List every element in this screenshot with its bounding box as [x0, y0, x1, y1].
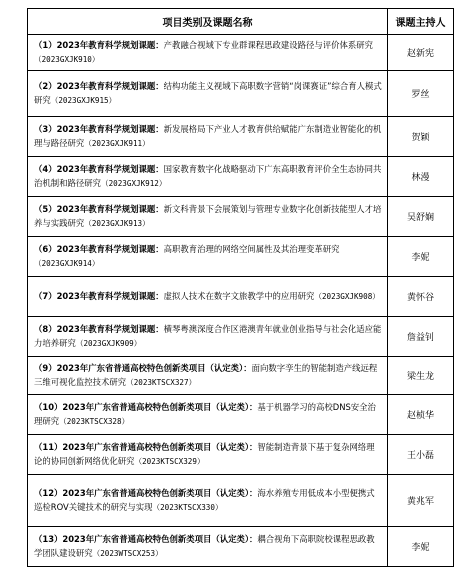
table-row	[28, 357, 454, 395]
project-code: （2023GXJK914）	[34, 259, 100, 268]
host-cell: 黄兆军	[388, 475, 454, 527]
table-row	[28, 527, 454, 567]
project-cell	[28, 395, 388, 435]
project-code: （2023GXJK908）	[314, 292, 380, 301]
host-cell: 贺颖	[388, 117, 454, 157]
project-title: 国家教育数字化战略驱动下广东高职教育评价全生态协同共治机制和路径研究	[34, 164, 382, 188]
host-cell: 詹益钊	[388, 317, 454, 357]
project-cell	[28, 237, 388, 277]
host-cell: 黄怀谷	[388, 277, 454, 317]
project-cell	[28, 435, 388, 475]
project-category: （11）2023年广东省普通高校特色创新类项目（认定类）：	[34, 442, 258, 452]
table-body	[28, 35, 454, 567]
project-category: （12）2023年广东省普通高校特色创新类项目（认定类）：	[34, 488, 258, 498]
project-title: 智能制造背景下基于复杂网络理论的协同创新网络优化研究	[34, 442, 375, 466]
project-code: （2023KTSCX330）	[152, 503, 223, 512]
host-cell: 赵新宪	[388, 35, 454, 71]
project-category: （2）2023年教育科学规划课题：	[34, 81, 164, 91]
host-cell: 李妮	[388, 527, 454, 567]
project-category: （13）2023年广东省普通高校特色创新类项目（认定类）：	[34, 534, 258, 544]
host-cell: 罗丝	[388, 71, 454, 117]
project-category: （7）2023年教育科学规划课题：	[34, 291, 164, 301]
project-title: 基于机器学习的高校DNS安全治理研究	[34, 402, 376, 426]
table-row	[28, 117, 454, 157]
project-title: 高职教育治理的网络空间属性及其治理变革研究	[163, 244, 340, 254]
table-row	[28, 71, 454, 117]
project-table-container	[27, 8, 453, 567]
project-category: （5）2023年教育科学规划课题：	[34, 204, 164, 214]
host-cell: 梁生龙	[388, 357, 454, 395]
project-cell	[28, 357, 388, 395]
project-code: （2023GXJK911）	[84, 139, 150, 148]
project-cell	[28, 197, 388, 237]
project-code: （2023KTSCX329）	[134, 457, 205, 466]
header-project: 项目类别及课题名称	[28, 9, 388, 35]
host-cell: 李妮	[388, 237, 454, 277]
table-row	[28, 317, 454, 357]
project-cell	[28, 475, 388, 527]
header-host: 课题主持人	[388, 9, 454, 35]
project-title: 横琴粤澳深度合作区港澳青年就业创业指导与社会化适应能力培养研究	[34, 324, 382, 348]
host-cell: 赵桢华	[388, 395, 454, 435]
project-title: 新发展格局下产业人才教育供给赋能广东制造业智能化的机理与路径研究	[34, 124, 382, 148]
project-code: （2023GXJK915）	[50, 96, 117, 105]
project-code: （2023GXJK913）	[84, 219, 150, 228]
table-row	[28, 157, 454, 197]
project-category: （10）2023年广东省普通高校特色创新类项目（认定类）：	[34, 402, 258, 412]
project-code: （2023KTSCX327）	[126, 378, 197, 387]
project-category: （1）2023年教育科学规划课题：	[34, 40, 164, 50]
project-cell	[28, 277, 388, 317]
project-cell	[28, 71, 388, 117]
project-title: 结构功能主义视域下高职数字营销“岗课赛证”综合育人模式研究	[34, 81, 382, 105]
project-code: （2023GXJK912）	[101, 179, 167, 188]
table-row	[28, 237, 454, 277]
host-cell: 林漫	[388, 157, 454, 197]
project-title: 新文科背景下会展策划与管理专业数字化创新技能型人才培养与实践研究	[34, 204, 382, 228]
project-cell	[28, 157, 388, 197]
host-cell: 吴舒娴	[388, 197, 454, 237]
table-row	[28, 475, 454, 527]
project-category: （8）2023年教育科学规划课题：	[34, 324, 164, 334]
project-table	[27, 8, 454, 567]
table-row	[28, 435, 454, 475]
project-category: （6）2023年教育科学规划课题：	[34, 244, 164, 254]
project-category: （4）2023年教育科学规划课题：	[34, 164, 164, 174]
host-cell: 王小磊	[388, 435, 454, 475]
project-cell	[28, 527, 388, 567]
project-category: （3）2023年教育科学规划课题：	[34, 124, 164, 134]
table-header-row	[28, 9, 454, 35]
project-cell	[28, 117, 388, 157]
project-category: （9）2023年广东省普通高校特色创新类项目（认定类）：	[34, 363, 252, 373]
table-row	[28, 35, 454, 71]
project-title: 海水养殖专用低成本小型便携式巡检ROV关键技术的研究与实现	[34, 488, 375, 512]
project-cell	[28, 317, 388, 357]
project-code: （2023GXJK909）	[75, 339, 142, 348]
project-cell	[28, 35, 388, 71]
table-row	[28, 395, 454, 435]
project-title: 虚拟人技术在数字文旅教学中的应用研究	[163, 291, 315, 301]
project-code: （2023WTSCX253）	[92, 549, 163, 558]
project-title: 面向数字孪生的智能制造产线远程三维可视化监控技术研究	[34, 363, 378, 387]
project-title: 耦合视角下高职院校课程思政教学团队建设研究	[34, 534, 375, 558]
table-row	[28, 197, 454, 237]
project-code: （2023KTSCX328）	[59, 417, 130, 426]
table-row	[28, 277, 454, 317]
project-title: 产教融合视域下专业群课程思政建设路径与评价体系研究	[163, 40, 374, 50]
project-code: （2023GXJK910）	[34, 55, 100, 64]
